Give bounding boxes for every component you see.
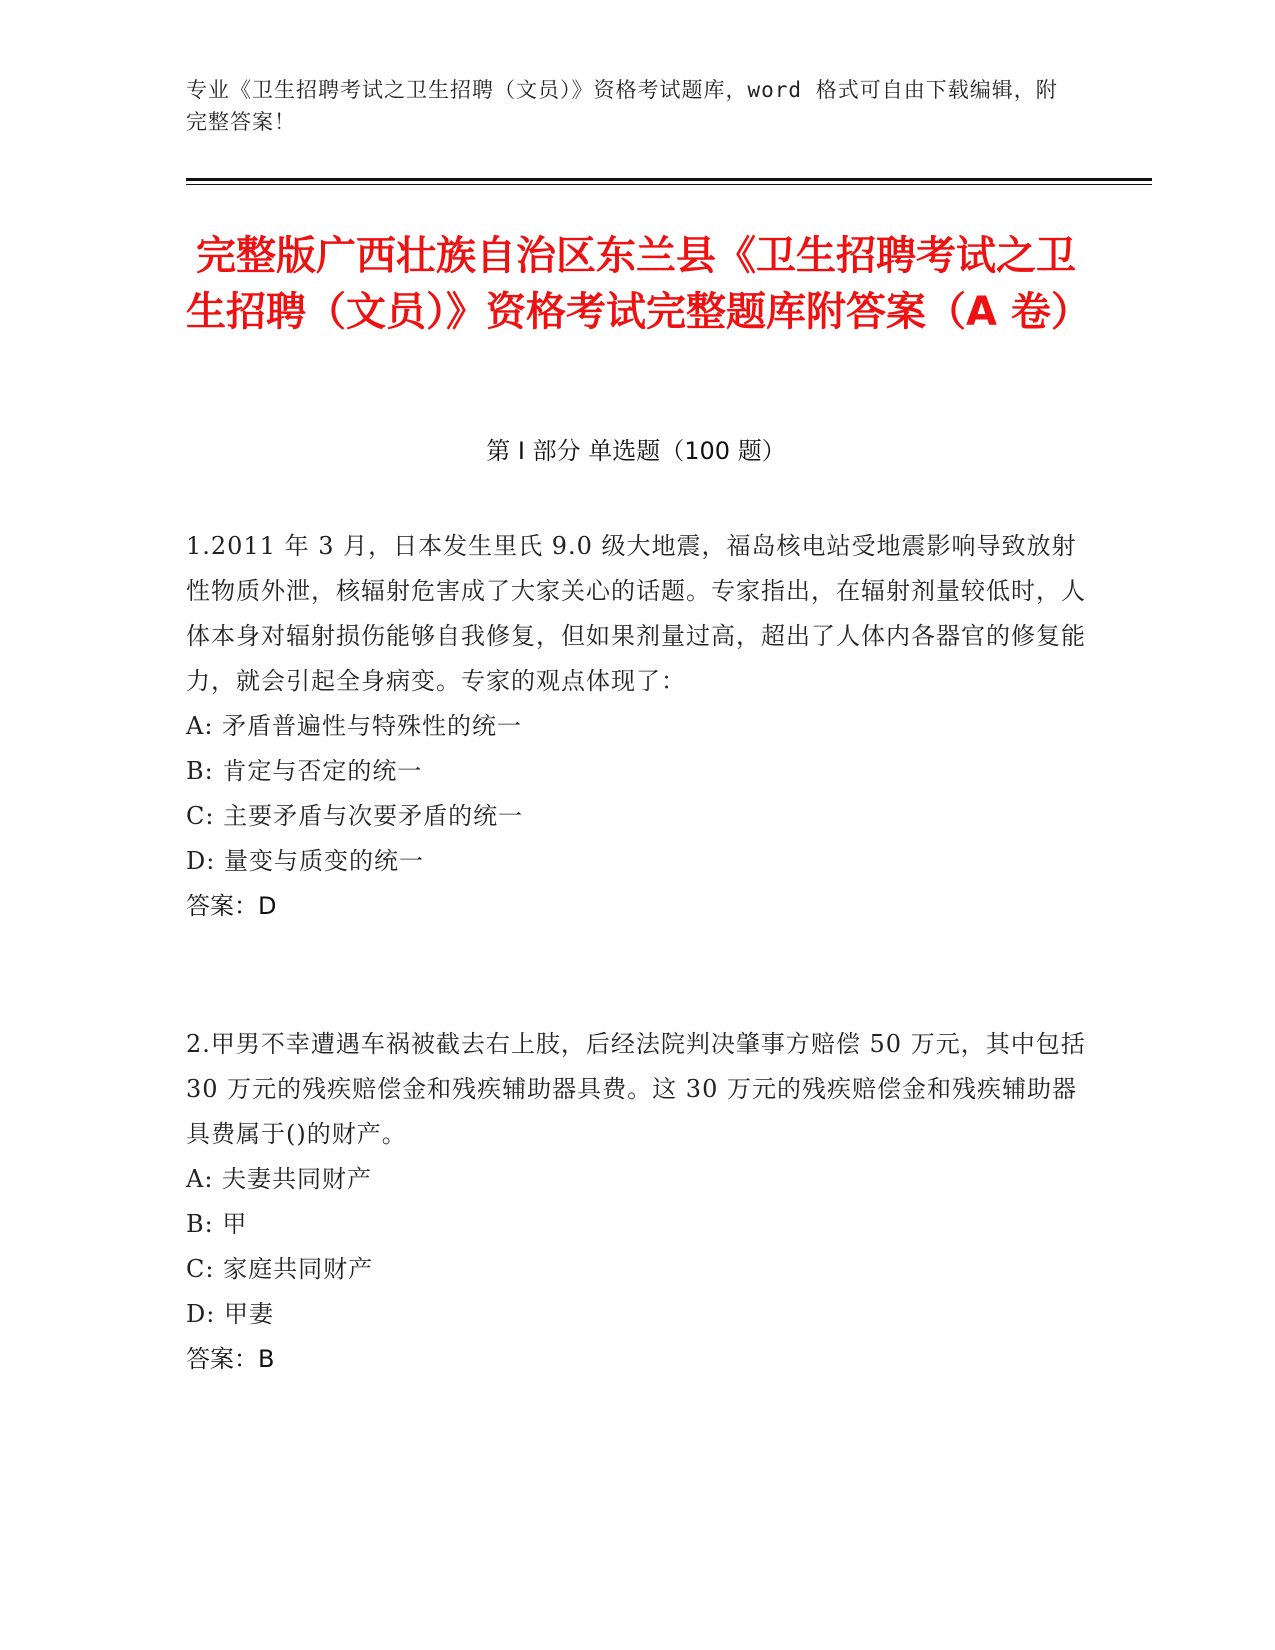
option-b: B: 甲 — [186, 1210, 248, 1238]
question-stem: 2.甲男不幸遭遇车祸被截去右上肢，后经法院判决肇事方赔偿 50 万元，其中包括 30 万元的残疾赔偿金和残疾辅助器具费。这 30 万元的残疾赔偿金和残疾辅助器具费属于()的财产。 — [186, 1030, 1086, 1148]
header-note: 专业《卫生招聘考试之卫生招聘（文员）》资格考试题库，word 格式可自由下载编辑，附完整答案！ — [186, 78, 1058, 134]
header-divider-thick — [186, 178, 1152, 181]
option-a: A: 夫妻共同财产 — [186, 1165, 373, 1193]
option-c: C: 家庭共同财产 — [186, 1255, 374, 1283]
answer-line: 答案：D — [186, 892, 277, 920]
option-d: D: 量变与质变的统一 — [186, 847, 424, 875]
section-heading: 第 I 部分 单选题（100 题） — [486, 437, 786, 465]
option-b: B: 肯定与否定的统一 — [186, 757, 423, 785]
option-a: A: 矛盾普遍性与特殊性的统一 — [186, 712, 523, 740]
question-1 — [186, 524, 1086, 929]
option-c: C: 主要矛盾与次要矛盾的统一 — [186, 802, 524, 830]
header-divider-thin — [186, 184, 1152, 185]
question-2 — [186, 1022, 1086, 1382]
option-d: D: 甲妻 — [186, 1300, 274, 1328]
question-stem: 1.2011 年 3 月，日本发生里氏 9.0 级大地震，福岛核电站受地震影响导致放射性物质外泄，核辐射危害成了大家关心的话题。专家指出，在辐射剂量较低时，人体本身对辐射损伤能够自我修复，但如果剂量过高，超出了人体内各器官的修复能力，就会引起全身病变。专家的观点体现了： — [186, 532, 1086, 695]
answer-line: 答案：B — [186, 1345, 275, 1373]
document-title: 完整版广西壮族自治区东兰县《卫生招聘考试之卫生招聘（文员）》资格考试完整题库附答案（A 卷） — [186, 233, 1091, 335]
